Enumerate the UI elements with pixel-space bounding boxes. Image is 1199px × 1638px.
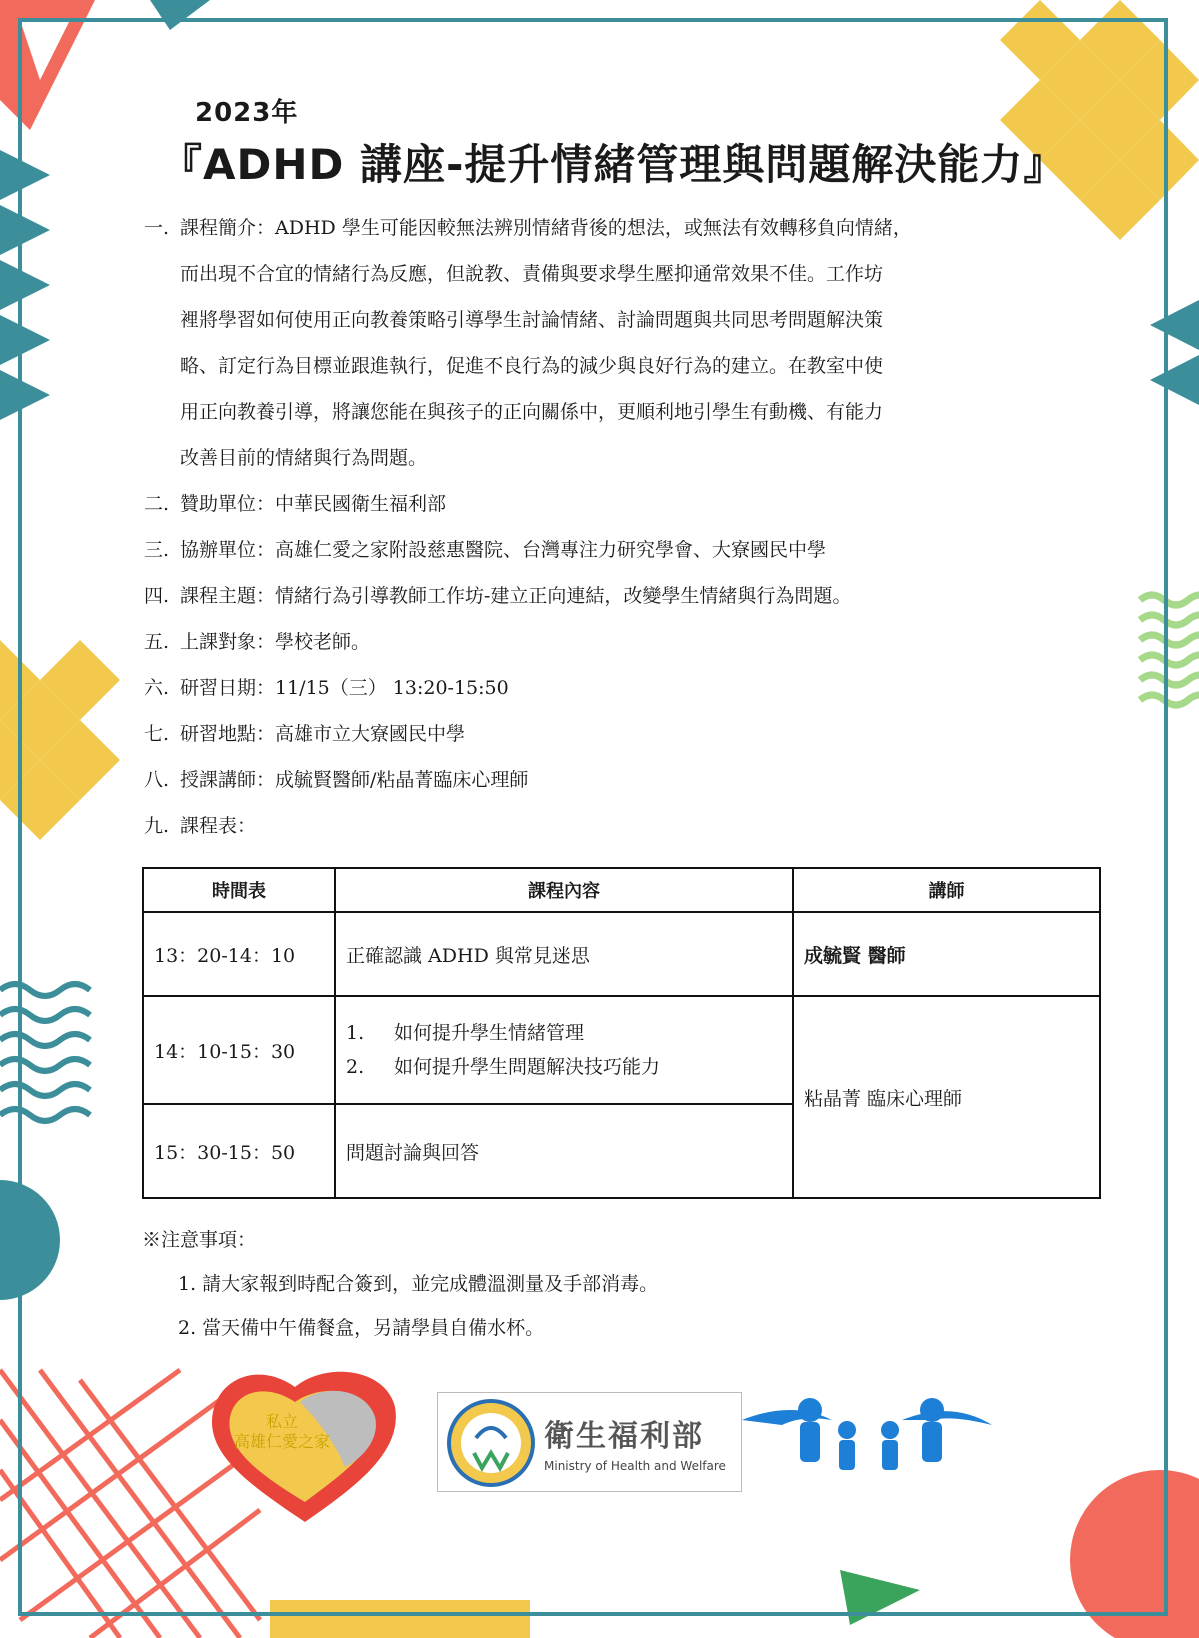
intro-line: 用正向教養引導，將讓您能在與孩子的正向關係中，更順利地引學生有動機、有能力 <box>180 401 884 423</box>
intro-line: 略、訂定行為目標並跟進執行，促進不良行為的減少與良好行為的建立。在教室中使 <box>180 355 884 377</box>
item-number: 六. <box>144 677 170 699</box>
item-text: 上課對象：學校老師。 <box>180 631 371 653</box>
page-title: 『ADHD 講座-提升情緒管理與問題解決能力』 <box>160 140 1067 189</box>
table-row <box>143 912 1100 996</box>
mohw-logo <box>437 1392 742 1492</box>
list-item <box>144 803 1074 849</box>
header-teacher: 講師 <box>793 868 1100 912</box>
list-item <box>144 757 1074 803</box>
intro-first-text: ADHD 學生可能因較無法辨別情緒背後的想法，或無法有效轉移負向情緒， <box>275 217 912 239</box>
family-figures-logo <box>742 1380 992 1490</box>
teacher-cell: 成毓賢 醫師 <box>793 912 1100 996</box>
intro-label: 課程簡介： <box>180 217 276 239</box>
mohw-name: 衛生福利部 <box>544 1419 704 1454</box>
intro-line: 改善目前的情緒與行為問題。 <box>180 447 428 469</box>
note-item: 1. 請大家報到時配合簽到，並完成體溫測量及手部消毒。 <box>178 1273 659 1295</box>
content-cell <box>335 996 793 1104</box>
table-header-row <box>143 868 1100 912</box>
content-list-item: 2. 如何提升學生問題解決技巧能力 <box>346 1056 661 1078</box>
intro-first-line <box>144 205 1074 251</box>
heart-logo-text: 私立 高雄仁愛之家 <box>233 1412 330 1451</box>
intro-line: 裡將學習如何使用正向教養策略引導學生討論情緒、討論問題與共同思考問題解決策 <box>180 309 884 331</box>
time-cell: 15：30-15：50 <box>143 1104 335 1198</box>
intro-line: 而出現不合宜的情緒行為反應，但說教、責備與要求學生壓抑通常效果不佳。工作坊 <box>180 263 884 285</box>
title-year: 2023年 <box>195 98 299 128</box>
item-number: 三. <box>144 539 170 561</box>
item-number: 四. <box>144 585 170 607</box>
list-item <box>144 619 1074 665</box>
header-time: 時間表 <box>143 868 335 912</box>
item-number: 二. <box>144 493 170 515</box>
mohw-emblem-icon <box>446 1398 536 1488</box>
note-item: 2. 當天備中午備餐盒，另請學員自備水杯。 <box>178 1317 545 1339</box>
item-text: 課程主題：情緒行為引導教師工作坊-建立正向連結，改變學生情緒與行為問題。 <box>180 585 852 607</box>
list-item <box>144 665 1074 711</box>
list-item <box>144 573 1074 619</box>
header-content: 課程內容 <box>335 868 793 912</box>
notes-section <box>142 1218 658 1350</box>
list-item <box>144 481 1074 527</box>
content-cell: 問題討論與回答 <box>335 1104 793 1198</box>
item-text: 研習地點：高雄市立大寮國民中學 <box>180 723 466 745</box>
table-row <box>143 996 1100 1104</box>
item-number: 九. <box>144 815 170 837</box>
time-cell: 13：20-14：10 <box>143 912 335 996</box>
item-number: 一. <box>144 217 170 239</box>
item-number: 五. <box>144 631 170 653</box>
item-text: 贊助單位：中華民國衛生福利部 <box>180 493 447 515</box>
course-info <box>144 205 1074 849</box>
mohw-english-name: Ministry of Health and Welfare <box>544 1459 726 1473</box>
list-item <box>144 711 1074 757</box>
content-list-item: 1. 如何提升學生情緒管理 <box>346 1022 585 1044</box>
item-number: 七. <box>144 723 170 745</box>
teacher-cell: 粘晶菁 臨床心理師 <box>793 996 1100 1198</box>
item-text: 授課講師：成毓賢醫師/粘晶菁臨床心理師 <box>180 769 529 791</box>
item-text: 研習日期：11/15（三） 13:20-15:50 <box>180 677 509 699</box>
list-item <box>144 527 1074 573</box>
item-text: 協辦單位：高雄仁愛之家附設慈惠醫院、台灣專注力研究學會、大寮國民中學 <box>180 539 827 561</box>
time-cell: 14：10-15：30 <box>143 996 335 1104</box>
notes-heading: ※注意事項： <box>142 1229 257 1251</box>
intro-body <box>144 251 1074 481</box>
content-cell: 正確認識 ADHD 與常見迷思 <box>335 912 793 996</box>
item-text: 課程表： <box>180 815 257 837</box>
schedule-table <box>142 867 1101 1199</box>
item-number: 八. <box>144 769 170 791</box>
